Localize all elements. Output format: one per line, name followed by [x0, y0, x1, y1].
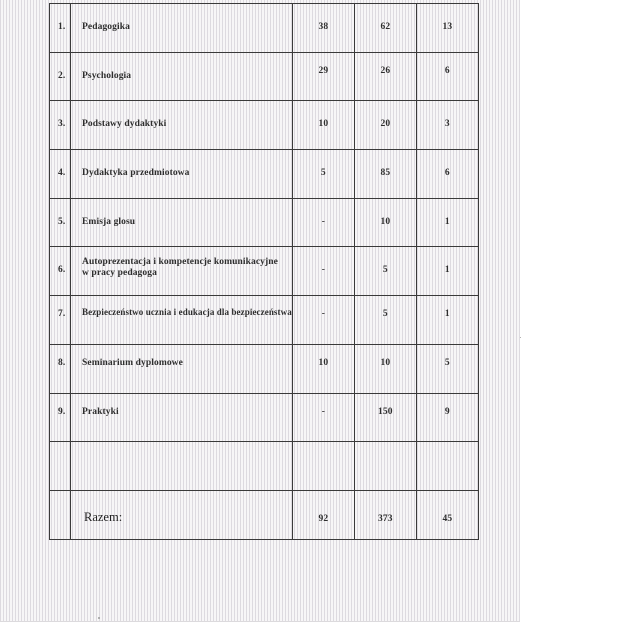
row-number [50, 442, 70, 460]
total-lectures: 92 [318, 513, 329, 524]
ects-points: 13 [442, 22, 453, 32]
table-row [50, 296, 479, 345]
table-row [50, 344, 479, 393]
exercises-hours: 26 [380, 65, 391, 76]
subject-name: Psychologia [82, 70, 132, 81]
ects-points: 3 [444, 119, 450, 130]
exercises-hours: 5 [382, 309, 388, 320]
row-number: 3. [58, 119, 66, 130]
subject-name: Emisja glosu [82, 216, 136, 227]
row-number: 8. [58, 357, 66, 368]
row-number: 6. [58, 265, 66, 276]
exercises-hours: 10 [380, 216, 391, 227]
subject-name: Pedagogika [82, 22, 130, 32]
scan-speck [98, 617, 100, 619]
exercises-hours: 10 [380, 357, 391, 368]
table-row [50, 198, 479, 247]
table-row [50, 393, 479, 442]
scan-speck [520, 337, 521, 338]
lectures-hours: 38 [318, 22, 329, 32]
lectures-hours [293, 442, 354, 460]
row-number: 2. [58, 70, 66, 81]
total-row [50, 490, 479, 539]
table-row-empty [50, 442, 479, 491]
table-row [50, 150, 479, 199]
lectures-hours: - [321, 216, 325, 227]
subject-name-line-2: w pracy pedagoga [82, 268, 157, 279]
total-exercises: 373 [378, 513, 393, 524]
lectures-hours: - [321, 406, 325, 417]
row-number: 5. [58, 216, 66, 227]
lectures-hours: 10 [318, 119, 329, 130]
subject-name: Praktyki [82, 406, 119, 417]
lectures-hours: 29 [318, 65, 329, 76]
subject-name [71, 442, 292, 460]
ects-points: 1 [444, 265, 450, 276]
table-row [50, 101, 479, 150]
ects-points: 6 [444, 65, 450, 76]
exercises-hours [355, 442, 416, 460]
subject-name: Bezpieczeństwo ucznia i edukacja dla bezpieczeństwa [82, 307, 292, 318]
ects-points: 5 [444, 357, 450, 368]
row-number: 7. [58, 309, 66, 320]
row-number: 1. [58, 22, 66, 32]
lectures-hours: - [321, 309, 325, 320]
lectures-hours: 10 [318, 357, 329, 368]
subjects-table [49, 3, 479, 540]
row-number: 9. [58, 406, 66, 417]
exercises-hours: 85 [380, 168, 391, 179]
row-number: 4. [58, 168, 66, 179]
exercises-hours: 150 [378, 406, 393, 417]
subject-name: Podstawy dydaktyki [82, 119, 167, 130]
subject-name: Dydaktyka przedmiotowa [82, 168, 190, 179]
ects-points: 9 [444, 406, 450, 417]
lectures-hours: - [321, 265, 325, 276]
lectures-hours: 5 [320, 168, 326, 179]
exercises-hours: 20 [380, 119, 391, 130]
exercises-hours: 5 [382, 265, 388, 276]
ects-points: 1 [444, 309, 450, 320]
ects-points: 6 [444, 168, 450, 179]
ects-points: 1 [444, 216, 450, 227]
exercises-hours: 62 [380, 22, 391, 32]
total-ects: 45 [442, 513, 453, 524]
ects-points [417, 442, 478, 460]
subject-name: Seminarium dyplomowe [82, 357, 183, 368]
table-row [50, 4, 479, 53]
scan-edge [0, 621, 520, 622]
table-row [50, 247, 479, 296]
subject-name-line-1: Autoprezentacja i kompetencje komunikacyjne [82, 257, 278, 268]
table-row [50, 52, 479, 101]
total-label: Razem: [84, 509, 123, 524]
